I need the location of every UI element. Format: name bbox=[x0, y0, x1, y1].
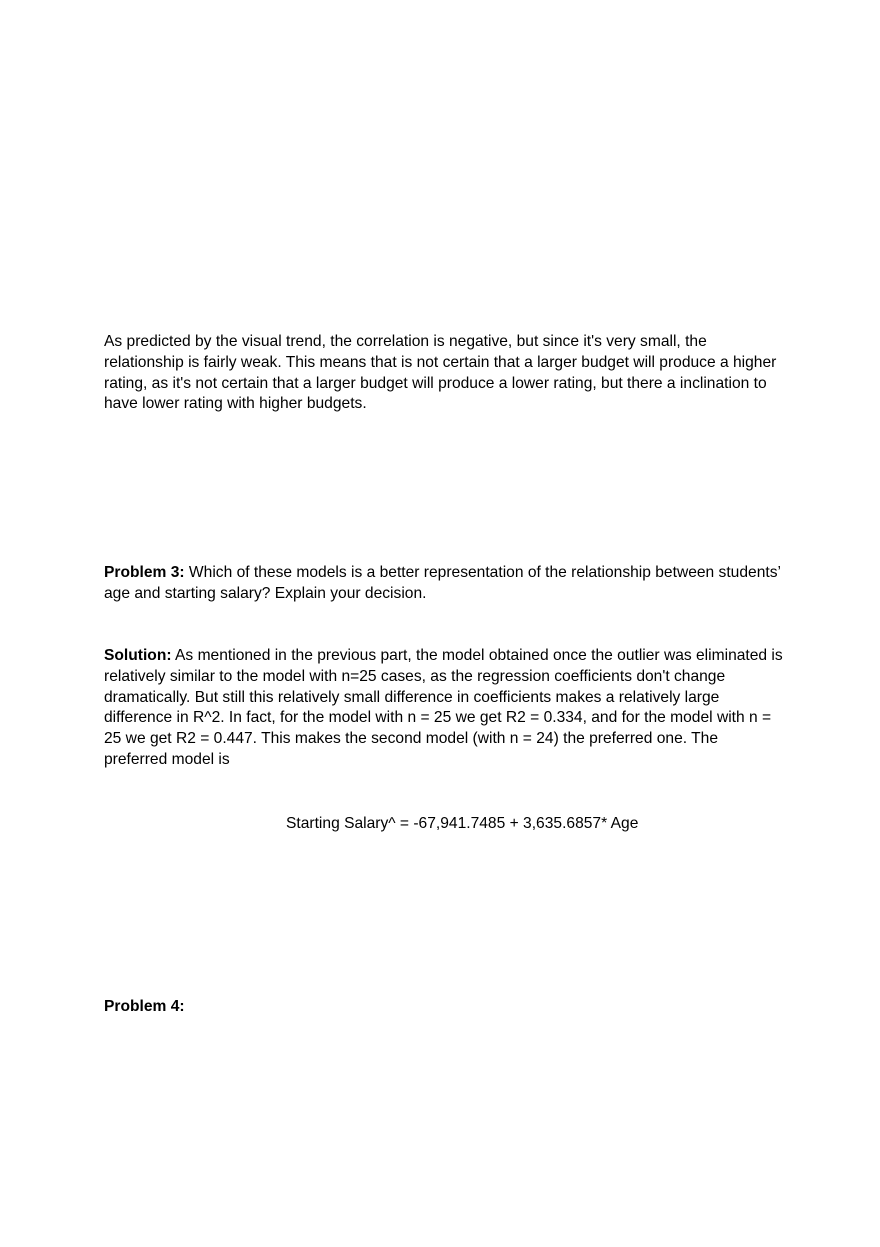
solution-text: As mentioned in the previous part, the model obtained once the outlier was eliminated is relatively similar to the model with n=25 cases, as the regression coefficients don't change dramatically. But still this relatively small difference in coefficients makes a relatively large difference in R^2. In fact, for the model with n = 25 we get R2 = 0.334, and for the model with n = 25 we get R2 = 0.447. This makes the second model (with n = 24) the preferred one. The preferred model is bbox=[104, 647, 783, 768]
problem-4-paragraph bbox=[104, 997, 784, 1018]
solution-label: Solution: bbox=[104, 647, 172, 664]
problem-3-question: Which of these models is a better representation of the relationship between students’ age and starting salary? Explain your decision. bbox=[104, 564, 781, 602]
correlation-paragraph: As predicted by the visual trend, the correlation is negative, but since it's very small, the relationship is fairly weak. This means that is not certain that a larger budget will produce a higher rating, as it's not certain that a larger budget will produce a lower rating, but there a inclination to have lower rating with higher budgets. bbox=[104, 333, 777, 413]
problem-3-label: Problem 3: bbox=[104, 564, 185, 581]
solution-paragraph bbox=[104, 646, 784, 771]
problem-4-label: Problem 4: bbox=[104, 998, 185, 1015]
regression-equation: Starting Salary^ = -67,941.7485 + 3,635.6857* Age bbox=[286, 815, 639, 832]
problem-3-paragraph bbox=[104, 563, 784, 605]
